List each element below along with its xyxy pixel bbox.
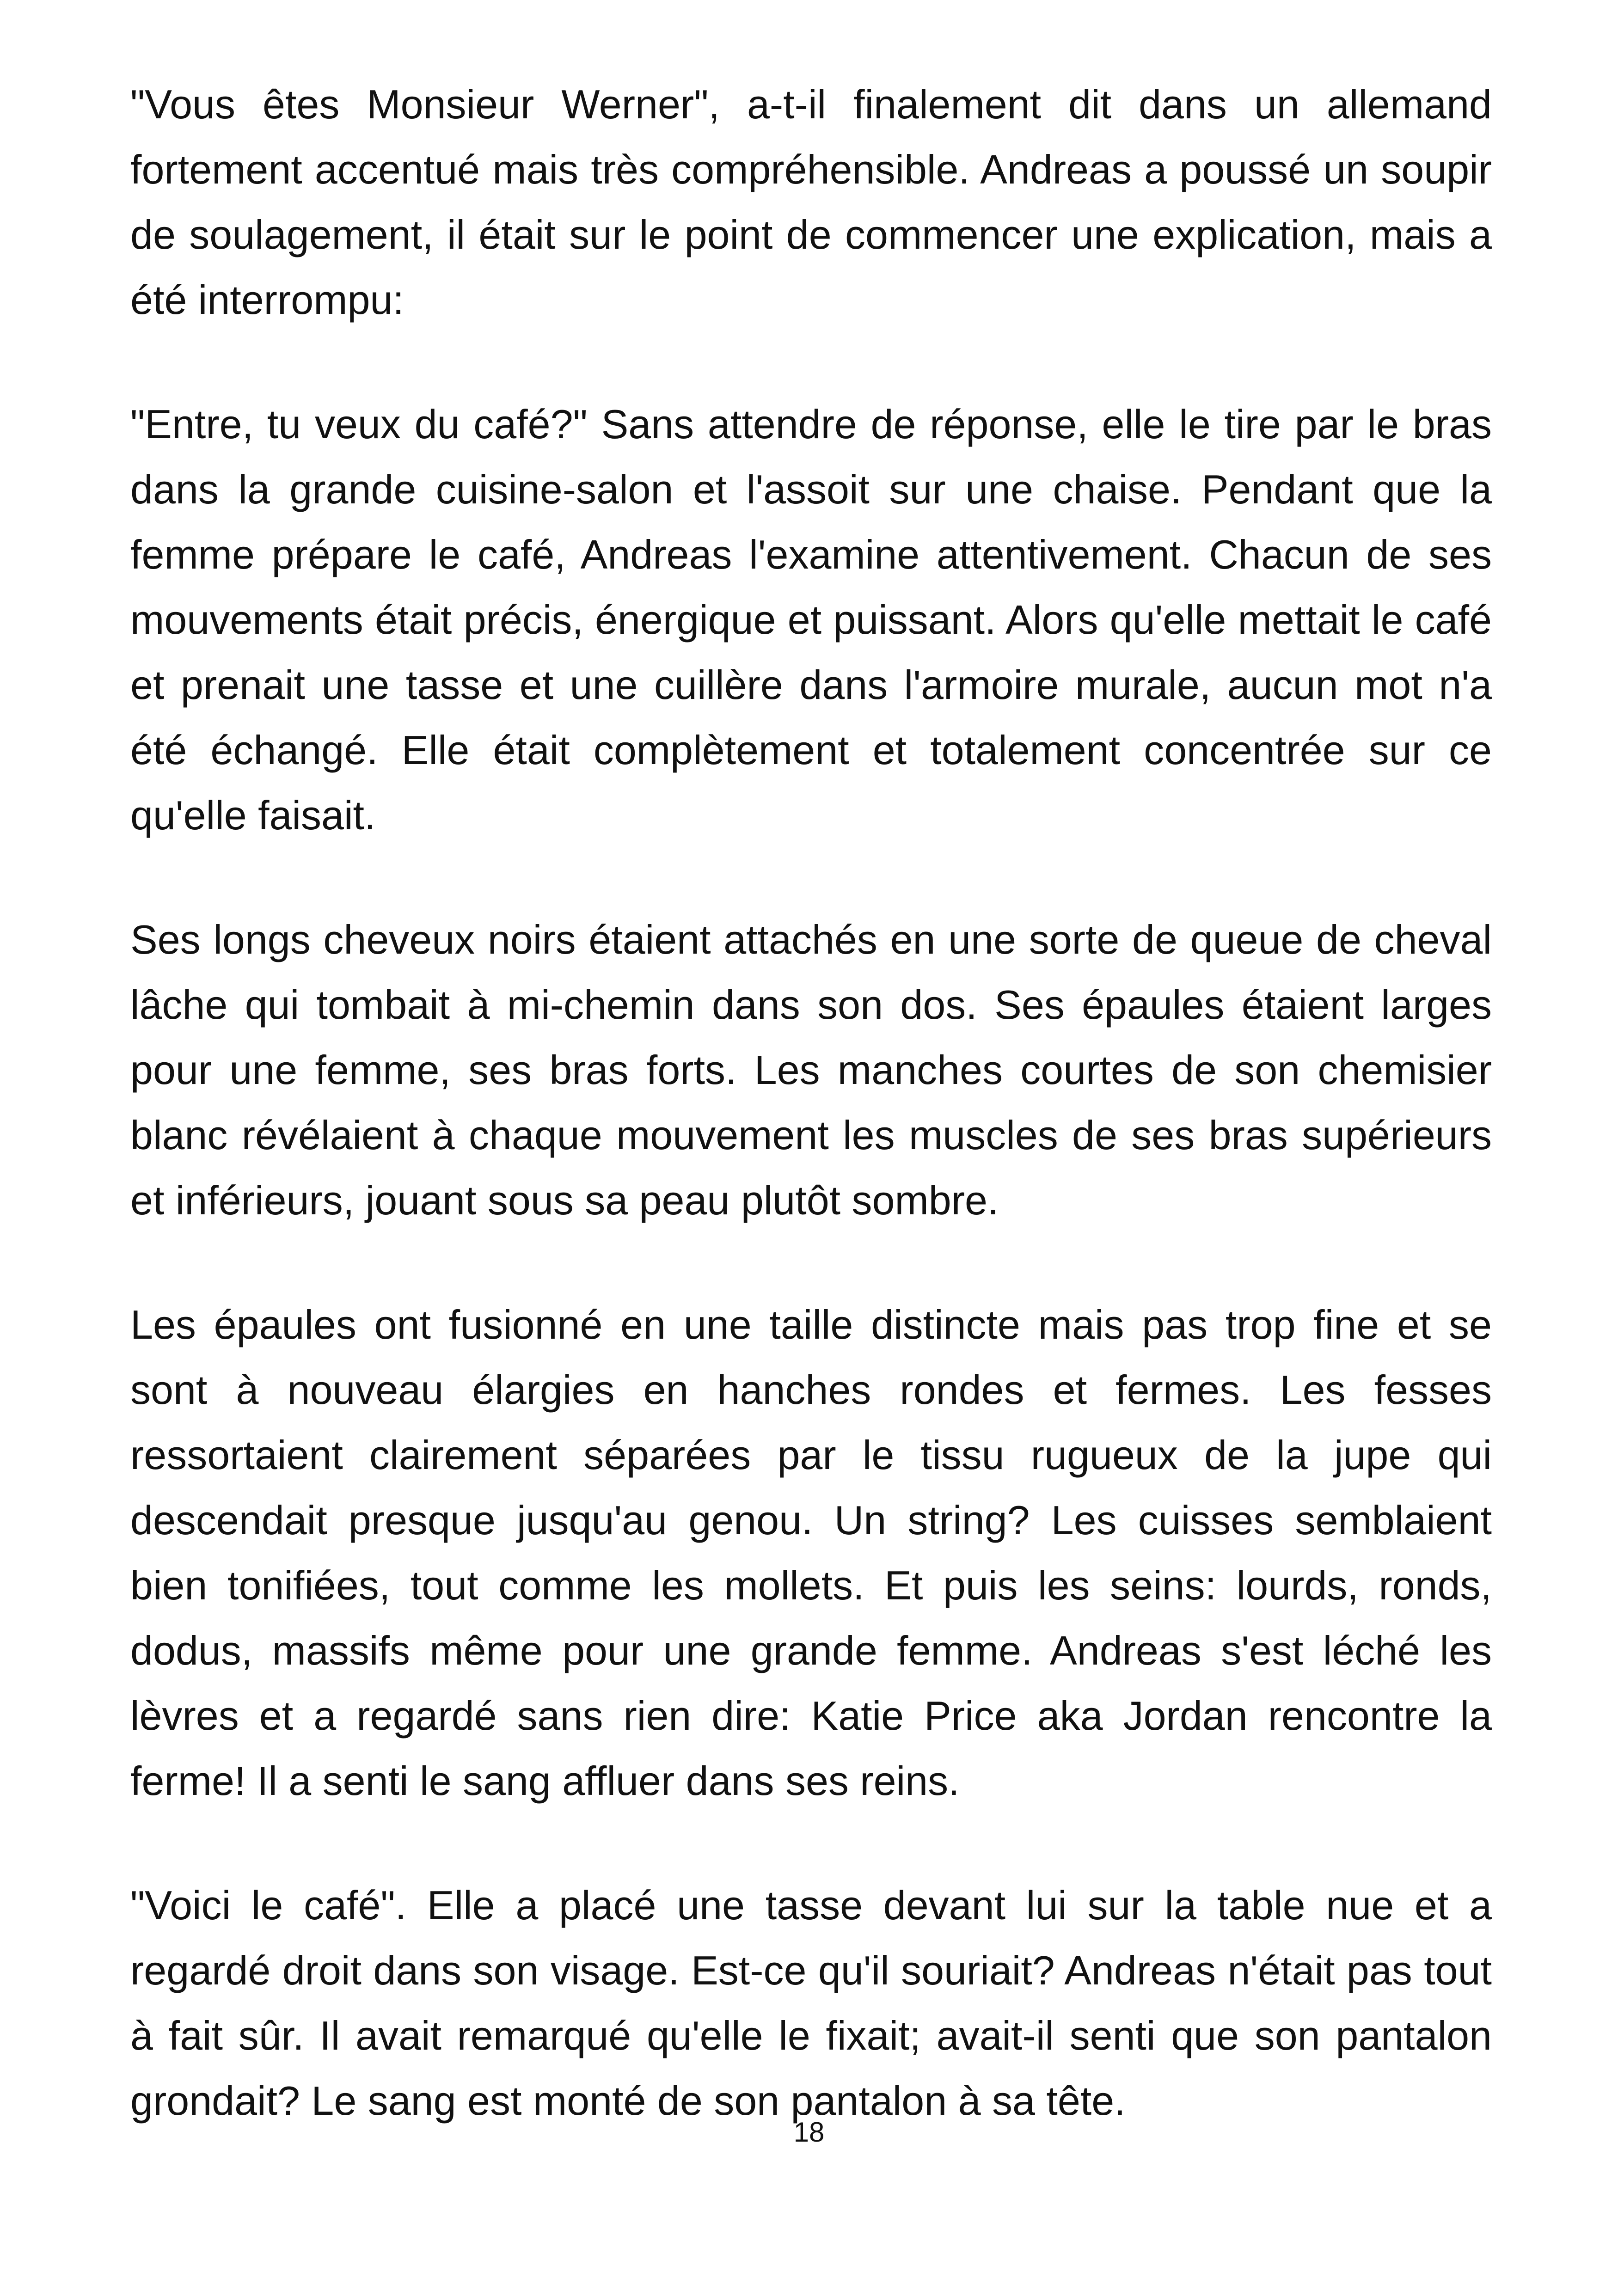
page-number: 18	[793, 2117, 825, 2148]
paragraph-3: Ses longs cheveux noirs étaient attachés en une sorte de queue de cheval lâche qui tombait à mi-chemin dans son dos. Ses épaules étaient larges pour une femme, ses bras forts. Les manches courtes de son chemisier blanc révélaient à chaque mouvement les muscles de ses bras supérieurs et inférieurs, jouant sous sa peau plutôt sombre.	[130, 917, 1492, 1223]
body-text	[130, 72, 1492, 2133]
paragraph-4: Les épaules ont fusionné en une taille distincte mais pas trop fine et se sont à nouveau élargies en hanches rondes et fermes. Les fesses ressortaient clairement séparées par le tissu rugueux de la jupe qui descendait presque jusqu'au genou. Un string? Les cuisses semblaient bien tonifiées, tout comme les mollets. Et puis les seins: lourds, ronds, dodus, massifs même pour une grande femme. Andreas s'est léché les lèvres et a regardé sans rien dire: Katie Price aka Jordan rencontre la ferme! Il a senti le sang affluer dans ses reins.	[130, 1302, 1492, 1804]
paragraph-1: "Vous êtes Monsieur Werner", a-t-il finalement dit dans un allemand fortement accentué mais très compréhensible. Andreas a poussé un soupir de soulagement, il était sur le point de commencer une explication, mais a été interrompu:	[130, 81, 1492, 323]
paragraph-2: "Entre, tu veux du café?" Sans attendre de réponse, elle le tire par le bras dans la grande cuisine-salon et l'assoit sur une chaise. Pendant que la femme prépare le café, Andreas l'examine attentivement. Chacun de ses mouvements était précis, énergique et puissant. Alors qu'elle mettait le café et prenait une tasse et une cuillère dans l'armoire murale, aucun mot n'a été échangé. Elle était complètement et totalement concentrée sur ce qu'elle faisait.	[130, 401, 1492, 838]
paragraph-5: "Voici le café". Elle a placé une tasse devant lui sur la table nue et a regardé droit dans son visage. Est-ce qu'il souriait? Andreas n'était pas tout à fait sûr. Il avait remarqué qu'elle le fixait; avait-il senti que son pantalon grondait? Le sang est monté de son pantalon à sa tête.	[130, 1882, 1492, 2124]
